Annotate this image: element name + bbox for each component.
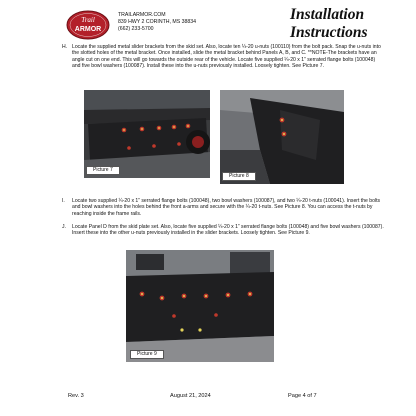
step-i-letter: I. xyxy=(62,198,65,204)
page-title xyxy=(290,6,408,42)
logo-text-line1: Trail xyxy=(81,16,95,24)
step-h xyxy=(62,44,384,69)
picture-7-caption: Picture 7 xyxy=(86,166,120,175)
company-website: TRAILARMOR.COM xyxy=(118,12,166,18)
picture-9-image xyxy=(126,250,274,362)
company-address: 839 HWY 2 CORINTH, MS 38834 xyxy=(118,19,197,25)
title-line1: Installation xyxy=(290,6,365,23)
picture-7-image xyxy=(84,90,210,178)
step-j xyxy=(62,224,384,237)
footer-page: Page 4 of 7 xyxy=(288,393,317,399)
step-h-letter: H. xyxy=(62,44,68,50)
picture-8 xyxy=(220,90,344,184)
footer-rev: Rev. 3 xyxy=(68,393,84,399)
step-j-text: Locate Panel D from the skid plate set. Also, locate five supplied ¼-20 x 1” serrated flange bolts (100048) and five bowl washers (100087). Insert these into the other u-nuts previously installed in the slider brackets. Loosely tighten. See Picture 9. xyxy=(72,224,384,237)
picture-8-image xyxy=(220,90,344,184)
company-phone: (662) 233-5700 xyxy=(118,26,154,32)
step-i xyxy=(62,198,384,217)
title-line2: Instructions xyxy=(290,24,368,41)
company-info xyxy=(118,12,196,33)
footer-date: August 21, 2024 xyxy=(170,393,211,399)
picture-9 xyxy=(126,250,274,362)
step-h-text: Locate the supplied metal slider brackets from the skid set. Also, locate ten ¼-20 u-nuts (100110) from the bolt pack. Snap the u-nuts into the slotted holes of the metal bracket. Once installed, slide the metal bracket behind Panels A, B, and C. **NOTE-The brackets have an angle cut on one end. This will go towards the outside rear of the vehicle. Locate five supplied ¼-20 x 1” serrated flange bolts (100048) and five bowl washers (100087). Install these into the u-nuts previously installed. Loosely tighten. See Picture 7. xyxy=(72,44,381,69)
step-j-letter: J. xyxy=(62,224,66,230)
logo-text-line2: ARMOR xyxy=(74,26,102,33)
step-i-text: Locate two supplied ¼-20 x 1” serrated flange bolts (100048), two bowl washers (100087), and two ¼-20 t-nuts (100041). Insert the bolts and bowl washers into the holes behind the front a-arms and secure with the ¼-20 t-nuts. See Picture 8. You can access the t-nuts by reaching inside the frame rails. xyxy=(72,198,381,217)
picture-7 xyxy=(84,90,210,178)
picture-8-caption: Picture 8 xyxy=(222,172,256,181)
picture-9-caption: Picture 9 xyxy=(130,350,164,359)
trail-armor-logo xyxy=(66,10,110,40)
